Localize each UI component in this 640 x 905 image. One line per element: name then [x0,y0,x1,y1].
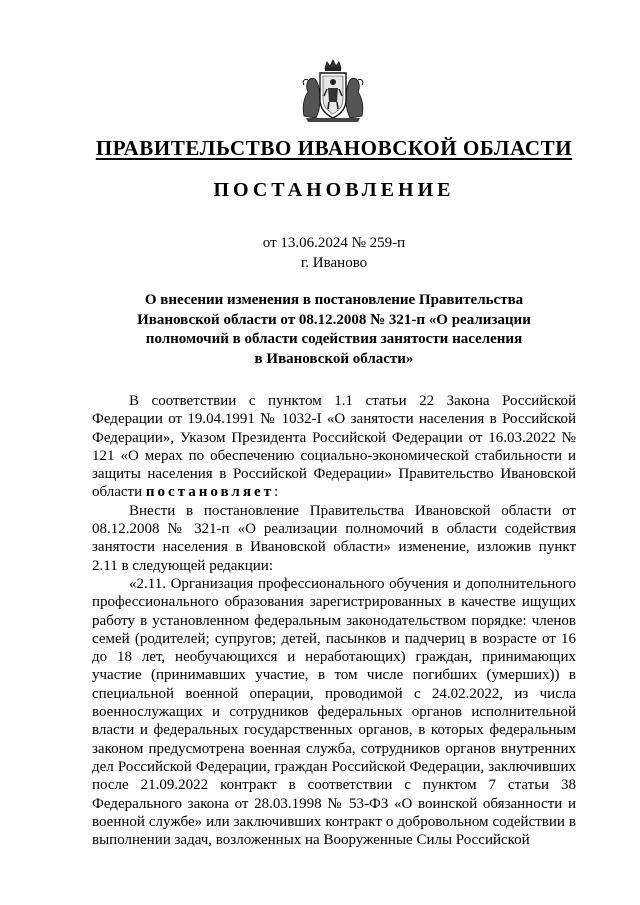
coat-of-arms-icon [298,58,368,124]
heading-line: полномочий в области содействия занятости населения [145,331,523,347]
city: г. Иваново [300,255,368,271]
preamble-end: : [274,484,279,501]
amendment-paragraph: Внести в постановление Правительства Ивановской области от 08.12.2008 № 321-п «О реализации полномочий в области содействия занятости населения в Ивановской области» изменение, изложив пункт 2.11 в следующей редакции: [92,502,576,574]
decree-word: постановляет [145,484,274,501]
preamble-paragraph [92,392,576,502]
document-heading [118,291,550,369]
preamble-text: В соответствии с пунктом 1.1 статьи 22 Закона Российской Федерации от 19.04.1991 № 1032-I «О занятости населения в Российской Федерации», Указом Президента Российской Федерации от 16.03.2022 № 121 «О мерах по обеспечению социально-экономической стабильности и защиты населения в Российской Федерации» Правительство Ивановской области [92,393,576,501]
heading-line: О внесении изменения в постановление Правительства [144,292,524,308]
heading-line: в Ивановской области» [254,350,414,367]
heading-line: Ивановской области от 08.12.2008 № 321-п «О реализации [137,311,531,328]
document-body [92,392,576,849]
document-type: ПОСТАНОВЛЕНИЕ [213,179,455,201]
government-title: ПРАВИТЕЛЬСТВО ИВАНОВСКОЙ ОБЛАСТИ [95,136,573,160]
clause-paragraph: «2.11. Организация профессионального обучения и дополнительного профессионального образования зарегистрированных в качестве ищущих работу в установленном федеральным законодательством порядке: членов семей (родителей; супругов; детей, пасынков и падчериц в возрасте от 16 до 18 лет, необучающихся и неработающих) граждан, принимающих участие (принимавших участие, в том числе погибших (умерших)) в специальной военной операции, проводимой с 24.02.2022, из числа военнослужащих и сотрудников федеральных органов исполнительной власти и федеральных государственных органов, в которых федеральным законом предусмотрена военная служба, сотрудников органов внутренних дел Российской Федерации, граждан Российской Федерации, заключивших после 21.09.2022 контракт в соответствии с пунктом 7 статьи 38 Федерального закона от 28.03.1998 № 53-ФЗ «О воинской обязанности и военной службе» или заключивших контракт о добровольном содействии в выполнении задач, возложенных на Вооруженные Силы Российской [92,575,576,849]
date-and-number: от 13.06.2024 № 259-п [262,235,406,251]
